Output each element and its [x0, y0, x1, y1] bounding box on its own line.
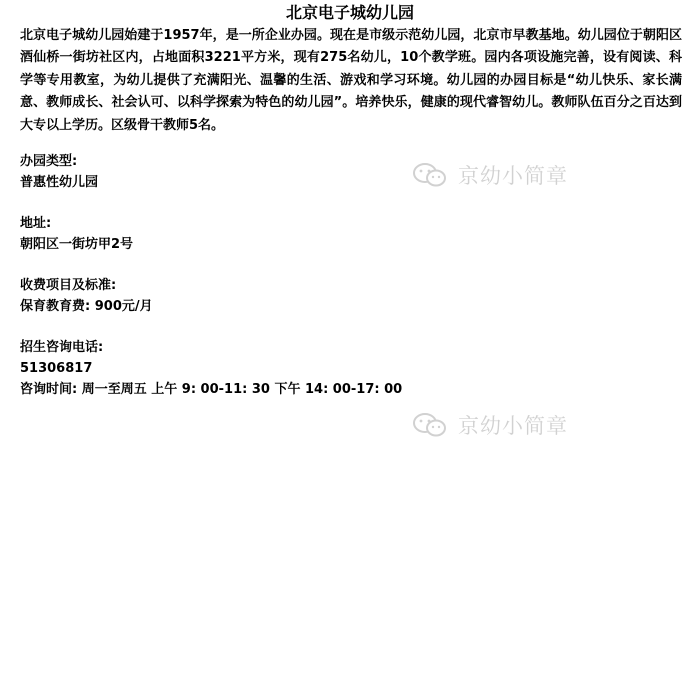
wechat-logo-icon: [412, 162, 448, 188]
phone-value: 51306817: [20, 361, 93, 376]
page-title: 北京电子城幼儿园: [285, 3, 414, 22]
fee-value: 保育教育费: 900元/月: [20, 299, 153, 314]
intro-paragraph: 北京电子城幼儿园始建于1957年，是一所企业办园。现在是市级示范幼儿园，北京市早教基地。幼儿园位于朝阳区酒仙桥一街坊社区内，占地面积3221平方米，现有275名幼儿，10个教学班。园内各项设施完善，设有阅读、科学等专用教室，为幼儿提供了充满阳光、温馨的生活、游戏和学习环境。幼儿园的办园目标是“幼儿快乐、家长满意、教师成长、社会认可、以科学探索为特色的幼儿园”。培养快乐，健康的现代睿智幼儿。教师队伍百分之百达到大专以上学历。区级骨干教师5名。: [20, 28, 682, 133]
address-value: 朝阳区一街坊甲2号: [20, 237, 134, 252]
phone-label: 招生咨询电话:: [20, 340, 104, 355]
type-label: 办园类型:: [20, 154, 78, 169]
watermark: [412, 410, 568, 440]
address-label: 地址:: [20, 216, 52, 231]
type-value: 普惠性幼儿园: [20, 175, 99, 190]
fee-label: 收费项目及标准:: [20, 278, 117, 293]
wechat-logo-icon: [412, 412, 448, 438]
hours-value: 咨询时间: 周一至周五 上午 9: 00-11: 30 下午 14: 00-17: 00: [20, 382, 403, 397]
watermark-text: 京幼小简章: [458, 414, 568, 438]
watermark-text: 京幼小简章: [458, 164, 568, 188]
watermark: [412, 160, 568, 190]
